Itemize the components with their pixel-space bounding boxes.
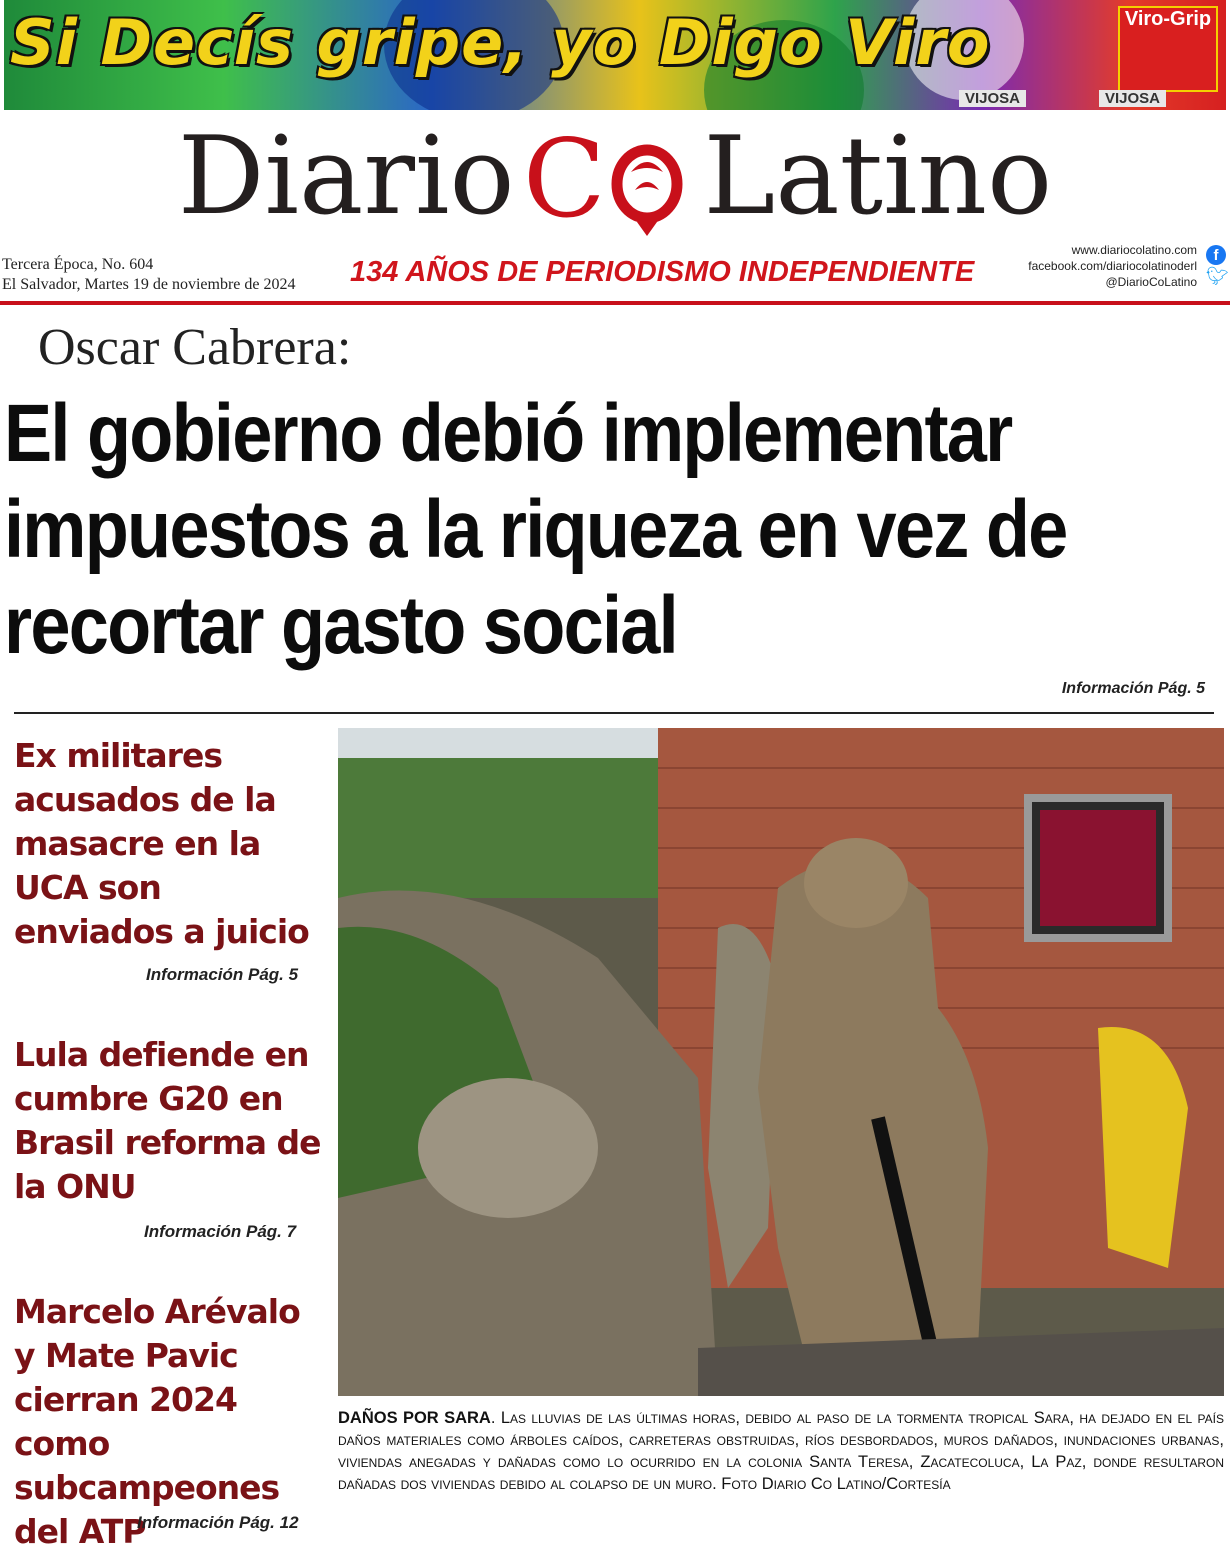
phoenix-logo-icon [519, 112, 699, 242]
storm-damage-photo [338, 728, 1224, 1396]
side-story-title[interactable]: Lula defiende en cumbre G20 en Brasil reforma de la ONU [14, 1035, 321, 1206]
logo-letter-c: C [523, 117, 606, 242]
side-story-page-ref: Información Pág. 5 [146, 965, 299, 984]
side-story-title[interactable]: Marcelo Arévalo y Mate Pavic cierran 2024 como subcampeones del ATP [14, 1292, 300, 1551]
facebook-icon[interactable]: f [1206, 245, 1226, 265]
masthead[interactable] [0, 112, 1230, 242]
edition-date: El Salvador, Martes 19 de noviembre de 2024 [2, 276, 296, 293]
ad-product-box [1118, 6, 1218, 92]
facebook-link[interactable]: facebook.com/diariocolatinoderl [1028, 259, 1197, 273]
masthead-slogan: 134 AÑOS DE PERIODISMO INDEPENDIENTE [350, 256, 975, 288]
masthead-word-latino: Latino [703, 114, 1053, 239]
main-headline[interactable]: El gobierno debió implementar impuestos a la riqueza en vez de recortar gasto social [4, 388, 1067, 671]
twitter-icon[interactable]: 🐦︎ [1206, 266, 1229, 286]
main-photo[interactable] [338, 728, 1224, 1396]
website-link[interactable]: www.diariocolatino.com [1071, 243, 1197, 257]
ad-vijosa-label: VIJOSA [959, 90, 1026, 107]
edition-info [2, 255, 296, 295]
side-story-page-ref: Información Pág. 12 [137, 1513, 299, 1532]
section-divider [14, 712, 1214, 714]
main-story-page-ref: Información Pág. 5 [1061, 680, 1205, 697]
ad-slogan: Si Decís gripe, yo Digo Viro [10, 6, 991, 79]
masthead-divider [0, 301, 1230, 305]
main-story-kicker: Oscar Cabrera: [38, 319, 352, 376]
ad-brand-name: Viro-Grip [1124, 8, 1212, 30]
caption-body: . Las lluvias de las últimas horas, debido al paso de la tormenta tropical Sara, ha dejado en el país daños materiales como árboles caídos, carreteras obstruidas, ríos desbordados, muros dañados, inundaciones urbanas, viviendas anegadas y dañadas como lo ocurrido en la colonia Santa Teresa, Zacatecoluca, La Paz, donde resultaron dañadas dos viviendas debido al colapso de un muro. Foto Diario Co Latino/Cortesía [338, 1409, 1225, 1493]
twitter-link[interactable]: @DiarioCoLatino [1105, 275, 1197, 289]
side-story-page-ref: Información Pág. 7 [144, 1222, 297, 1241]
caption-lead: DAÑOS POR SARA [338, 1409, 491, 1427]
masthead-co-logo [519, 112, 699, 242]
ad-vijosa-label: VIJOSA [1099, 90, 1166, 107]
contact-links [1028, 242, 1197, 290]
masthead-word-diario: Diario [177, 114, 515, 239]
top-banner-ad[interactable] [4, 0, 1226, 110]
edition-number: Tercera Época, No. 604 [2, 256, 154, 273]
side-story-title[interactable]: Ex militares acusados de la masacre en la UCA son enviados a juicio [14, 736, 309, 951]
photo-caption [338, 1407, 1224, 1495]
